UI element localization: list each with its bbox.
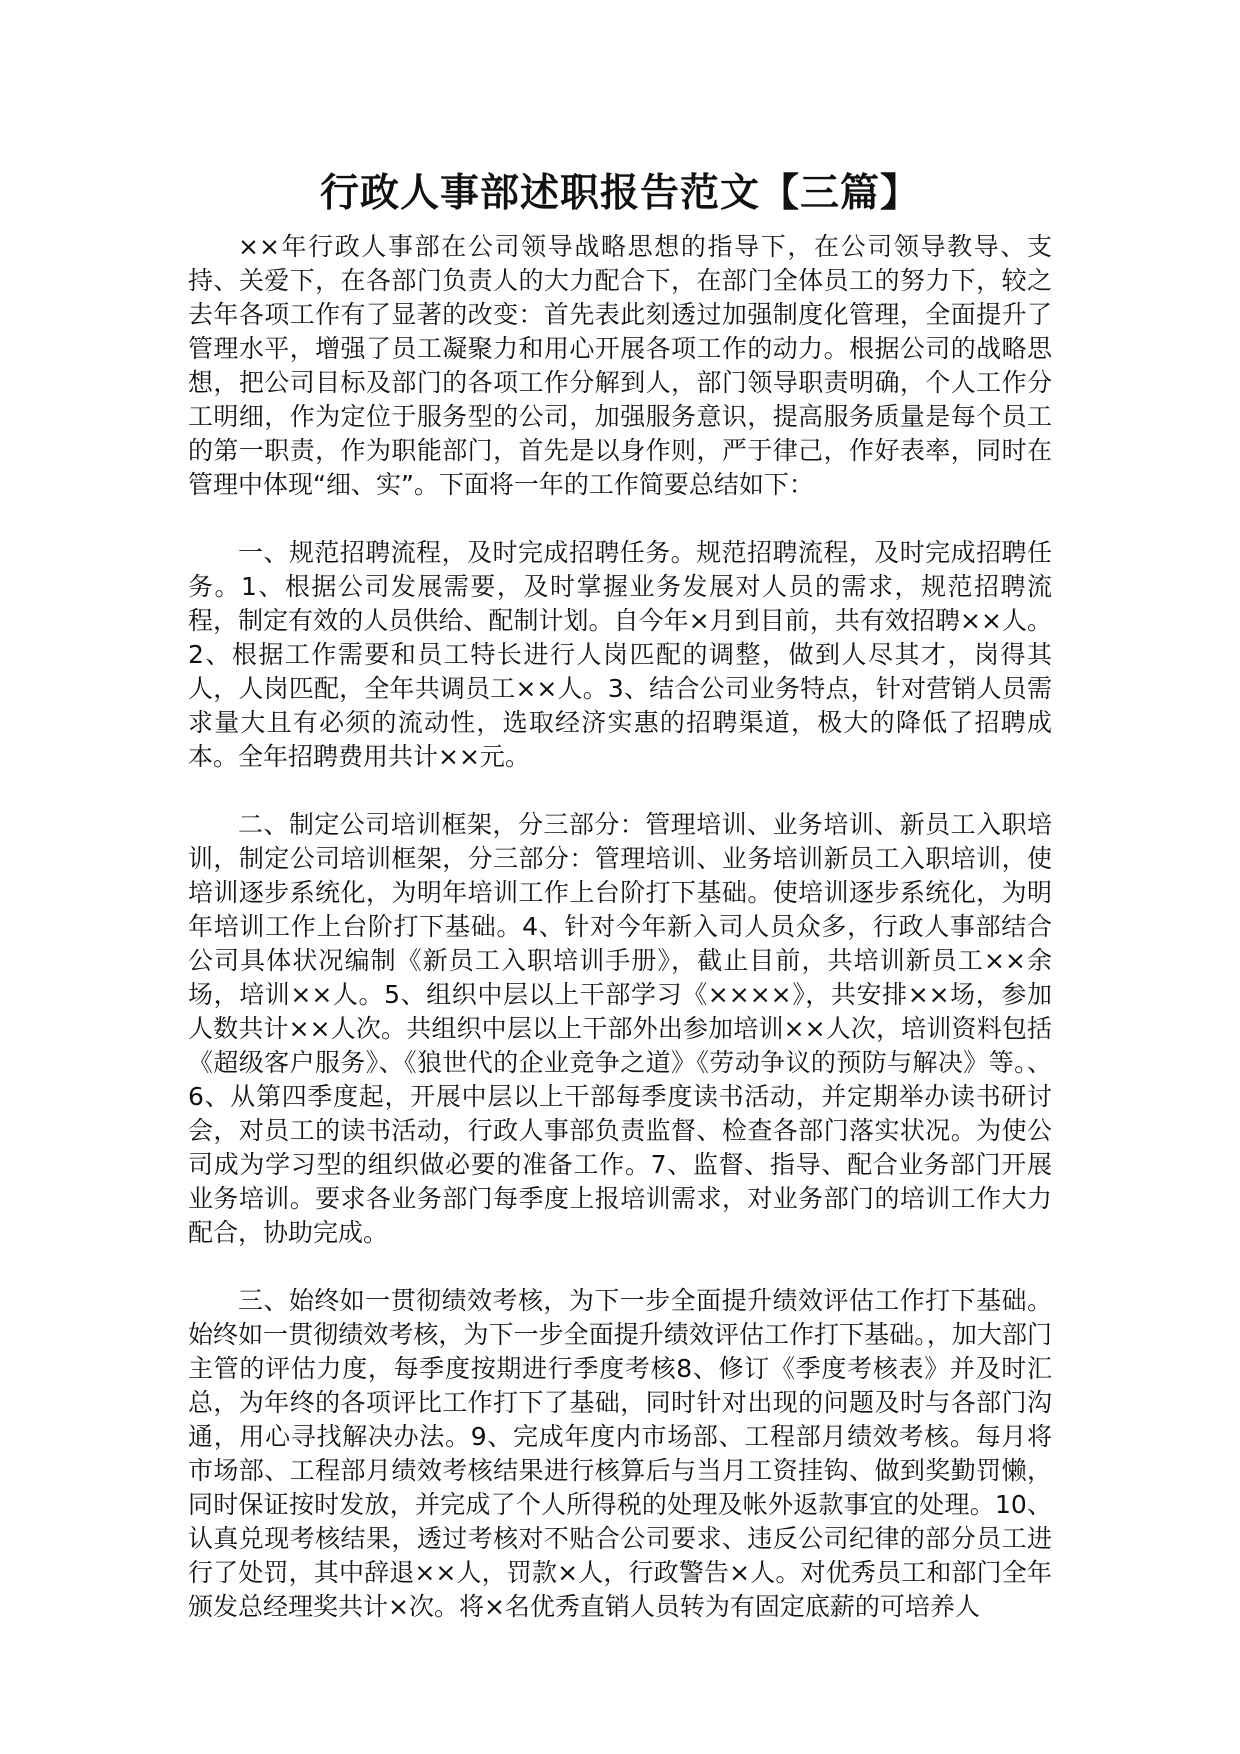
document-body xyxy=(188,230,1052,1658)
paragraph-performance: 三、始终如一贯彻绩效考核，为下一步全面提升绩效评估工作打下基础。始终如一贯彻绩效考核，为下一步全面提升绩效评估工作打下基础。，加大部门主管的评估力度，每季度按期进行季度考核8、修订《季度考核表》并及时汇总，为年终的各项评比工作打下了基础，同时针对出现的问题及时与各部门沟通，用心寻找解决办法。9、完成年度内市场部、工程部月绩效考核。每月将市场部、工程部月绩效考核结果进行核算后与当月工资挂钩、做到奖勤罚懒，同时保证按时发放，并完成了个人所得税的处理及帐外返款事宜的处理。10、认真兑现考核结果，透过考核对不贴合公司要求、违反公司纪律的部分员工进行了处罚，其中辞退××人，罚款×人，行政警告×人。对优秀员工和部门全年颁发总经理奖共计×次。将×名优秀直销人员转为有固定底薪的可培养人 xyxy=(188,1286,1052,1621)
document-title: 行政人事部述职报告范文【三篇】 xyxy=(319,171,920,216)
paragraph-intro: ××年行政人事部在公司领导战略思想的指导下，在公司领导教导、支持、关爱下，在各部门负责人的大力配合下，在部门全体员工的努力下，较之去年各项工作有了显著的改变：首先表此刻透过加强制度化管理，全面提升了管理水平，增强了员工凝聚力和用心开展各项工作的动力。根据公司的战略思想，把公司目标及部门的各项工作分解到人，部门领导职责明确，个人工作分工明细，作为定位于服务型的公司，加强服务意识，提高服务质量是每个员工的第一职责，作为职能部门，首先是以身作则，严于律己，作好表率，同时在管理中体现“细、实”。下面将一年的工作简要总结如下： xyxy=(188,232,1052,499)
paragraph-training: 二、制定公司培训框架，分三部分：管理培训、业务培训、新员工入职培训，制定公司培训框架，分三部分：管理培训、业务培训新员工入职培训，使培训逐步系统化，为明年培训工作上台阶打下基础。使培训逐步系统化，为明年培训工作上台阶打下基础。4、针对今年新入司人员众多，行政人事部结合公司具体状况编制《新员工入职培训手册》，截止目前，共培训新员工××余场，培训××人。5、组织中层以上干部学习《××××》，共安排××场，参加人数共计××人次。共组织中层以上干部外出参加培训××人次，培训资料包括《超级客户服务》、《狼世代的企业竞争之道》《劳动争议的预防与解决》等。、6、从第四季度起，开展中层以上干部每季度读书活动，并定期举办读书研讨会，对员工的读书活动，行政人事部负责监督、检查各部门落实状况。为使公司成为学习型的组织做必要的准备工作。7、监督、指导、配合业务部门开展业务培训。要求各业务部门每季度上报培训需求，对业务部门的培训工作大力配合，协助完成。 xyxy=(188,810,1052,1247)
paragraph-recruitment: 一、规范招聘流程，及时完成招聘任务。规范招聘流程，及时完成招聘任务。1、根据公司发展需要，及时掌握业务发展对人员的需求，规范招聘流程，制定有效的人员供给、配制计划。自今年×月到目前，共有效招聘××人。2、根据工作需要和员工特长进行人岗匹配的调整，做到人尽其才，岗得其人，人岗匹配，全年共调员工××人。3、结合公司业务特点，针对营销人员需求量大且有必须的流动性，选取经济实惠的招聘渠道，极大的降低了招聘成本。全年招聘费用共计××元。 xyxy=(188,538,1052,771)
